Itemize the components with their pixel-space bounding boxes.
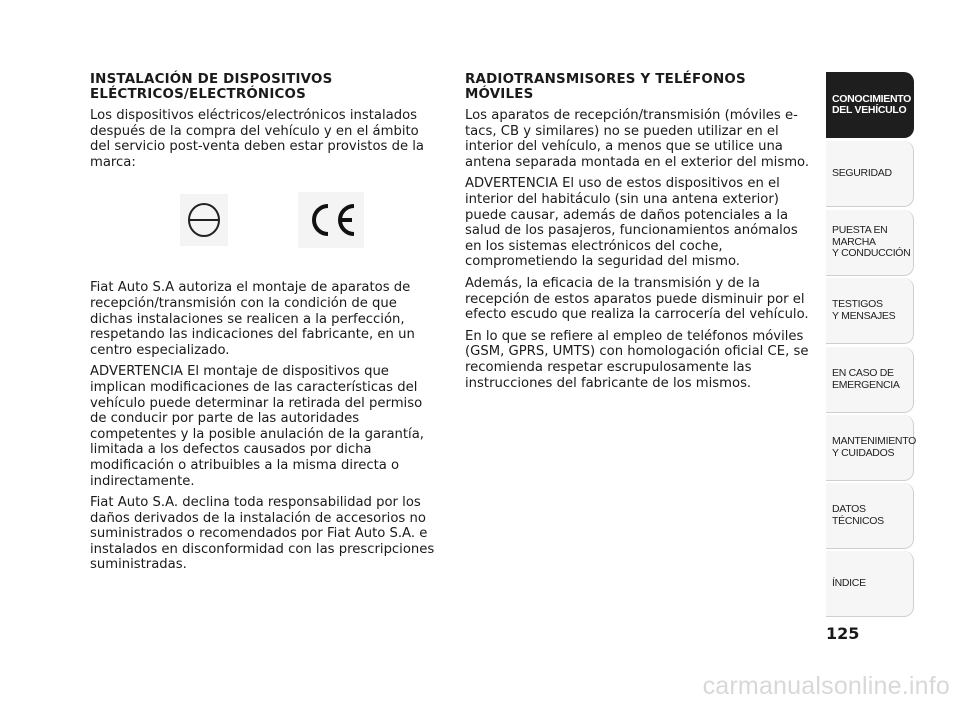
chapter-sidebar — [826, 72, 916, 618]
paragraph: Además, la eficacia de la transmisión y de la recepción de estos aparatos puede disminuir por el efecto escudo que realiza la carrocería del vehículo. — [465, 275, 809, 323]
certification-marks — [90, 184, 440, 266]
paragraph: Fiat Auto S.A autoriza el montaje de aparatos de recepción/transmisión con la condición de que dichas instalaciones se realicen a la perfección, respetando las indicaciones del fabricante, en un centro especializado. — [90, 280, 415, 358]
paragraph: Los aparatos de recepción/transmisión (móviles e-tacs, CB y similares) no se pueden utilizar en el interior del vehículo, a menos que se utilice una antena separada montada en el exterior del mismo. — [465, 108, 810, 170]
warning-paragraph: ADVERTENCIA El uso de estos dispositivos en el interior del habitáculo (sin una antena exterior) puede causar, además de daños potenciales a la salud de los pasajeros, funcionamientos anómalos en los sistemas electrónicos del coche, comprometiendo la seguridad del mismo. — [465, 176, 798, 270]
tab-puesta-en-marcha[interactable]: PUESTA EN MARCHA Y CONDUCCIÓN — [826, 210, 914, 276]
tab-emergencia[interactable]: EN CASO DE EMERGENCIA — [826, 347, 914, 413]
right-column — [465, 72, 817, 397]
paragraph: En lo que se refiere al empleo de teléfonos móviles (GSM, GPRS, UMTS) con homologación oficial CE, se recomienda respetar escrupulosamente las instrucciones del fabricante de los mismos. — [465, 328, 809, 391]
tab-testigos[interactable]: TESTIGOS Y MENSAJES — [826, 278, 914, 344]
tab-seguridad[interactable]: SEGURIDAD — [826, 141, 914, 207]
intro-paragraph: Los dispositivos eléctricos/electrónicos instalados después de la compra del vehículo y en el ámbito del servicio post-venta deben estar provistos de la marca: — [90, 108, 424, 170]
left-column — [90, 72, 440, 579]
warning-paragraph: ADVERTENCIA El montaje de dispositivos que implican modificaciones de las características del vehículo puede determinar la retirada del permiso de conducir por parte de las autoridades competentes y la posible anulación de la garantía, limitada a los defectos causados por dicha modificación o atribuibles a la misma directa o indirectamente. — [90, 364, 424, 489]
paragraph: Fiat Auto S.A. declina toda responsabilidad por los daños derivados de la instalación de accesorios no suministrados o recomendados por Fiat Auto S.A. e instalados en disconformidad con las prescripciones suministradas. — [90, 495, 435, 573]
tab-conocimiento[interactable]: CONOCIMIENTO DEL VEHÍCULO — [826, 72, 914, 138]
tab-indice[interactable]: ÍNDICE — [826, 551, 914, 617]
section-title-installation: INSTALACIÓN DE DISPOSITIVOS ELÉCTRICOS/ELECTRÓNICOS — [90, 72, 333, 102]
tab-datos-tecnicos[interactable]: DATOS TÉCNICOS — [826, 483, 914, 549]
watermark: carmanualsonline.info — [702, 672, 950, 700]
ce-mark-icon — [298, 192, 364, 248]
tab-mantenimiento[interactable]: MANTENIMIENTO Y CUIDADOS — [826, 415, 914, 481]
page-number: 125 — [826, 624, 860, 643]
e-mark-icon — [180, 194, 228, 246]
section-title-radio: RADIOTRANSMISORES Y TELÉFONOS MÓVILES — [465, 72, 746, 102]
